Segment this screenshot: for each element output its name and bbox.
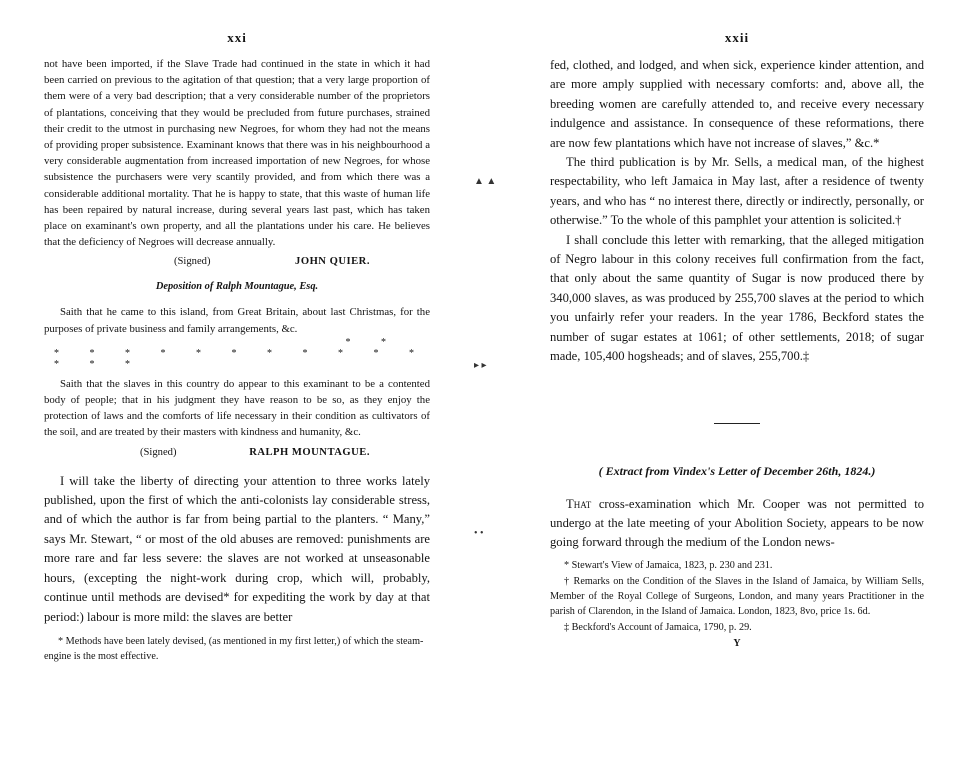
right-paragraph-3: I shall conclude this letter with remarking, that the alleged mitigation of Negro labour in this colony receives full confirmation from the fact, that only about the same quantity of Sugar is now produced there by 340,000 slaves, as was produced by 255,700 slaves at the period to which you unfairly refer your readers. In the year 1786, Beckford states the number of sugar estates at 1061; of other settlements, 2018; of sugar made, 105,400 hogsheads; and of slaves, 255,700.‡ — [550, 232, 924, 364]
extract-lead-word: That — [566, 496, 592, 511]
right-page-number: xxii — [724, 30, 750, 45]
signature-mark: Y — [733, 637, 741, 649]
right-paragraph-2: The third publication is by Mr. Sells, a medical man, of the highest respectability, who left Jamaica in May last, after a residence of twenty years, and who has “ no interest there, directly or indirectly, personally, or otherwise.” To the whole of this pamphlet your attention is solicited.† — [550, 155, 924, 228]
deposition-heading: Deposition of Ralph Mountague, Esq. — [155, 281, 319, 293]
signed-label: (Signed) — [174, 256, 211, 268]
signature-name: JOHN QUIER. — [295, 256, 370, 268]
deposition-paragraph-2: Saith that the slaves in this country do appear to this examinant to be a contented body of people; that in his judgment they have reason to be so, as they enjoy the protection of laws and the comforts of life necessary in their condition as cultivators of the soil, and are treated by their masters with kindness and humanity, &c. — [44, 377, 430, 439]
right-footnote-2: † Remarks on the Condition of the Slaves in the Island of Jamaica, by William Sells, Member of the Royal College of Surgeons, London, and many years Practitioner in the parish of Clarendon, in the Island of Jamaica. London, 1823, 8vo, price 1s. 6d. — [550, 576, 924, 617]
omission-stars-2: * * * * * * * * * * * * * * — [54, 347, 428, 370]
right-footnote-3: ‡ Beckford's Account of Jamaica, 1790, p. 29. — [564, 622, 752, 634]
left-footnote: * Methods have been lately devised, (as mentioned in my first letter,) of which the steam-engine is the most effective. — [44, 635, 424, 662]
right-paragraph-1: fed, clothed, and lodged, and when sick, experience kinder attention, and are more amply supplied with necessary comforts: and, above all, the breeding women are carefully attended to, and receive every necessary indulgence and assistance. In consequence of these reformations, there are now few plantations which have not increase of slaves,” &c.* — [550, 58, 924, 150]
gutter-mark-middle: ▸ ▸ — [474, 360, 487, 371]
signed-label: (Signed) — [140, 446, 177, 458]
gutter-mark-lower: • • — [474, 528, 484, 539]
omission-stars-1: * * — [345, 336, 400, 348]
left-page-number: xxi — [227, 30, 247, 45]
section-divider — [714, 423, 760, 424]
signature-name: RALPH MOUNTAGUE. — [249, 446, 370, 458]
extract-text: cross-examination which Mr. Cooper was not permitted to undergo at the late meeting of your Abolition Society, appears to be now going forward through the medium of the London news- — [550, 496, 924, 550]
deposition-paragraph-1: Saith that he came to this island, from Great Britain, about last Christmas, for the purposes of private business and family arrangements, &c. — [44, 306, 430, 335]
left-top-paragraph: not have been imported, if the Slave Trade had continued in the state in which it had been carried on previous to the agitation of that question; that a very large proportion of them were of a very bad description; that a very considerable number of the proprietors of plantations, conceiving that they would be precluded from future purchases, strained their credit to the utmost in purchasing new Negroes, for whom they had not the means of providing proper subsistence. Examinant knows that there was in his neighbourhood a very considerable augmentation from increased importation of new Negroes, for whose subsistence the purchasers were very scantily provided, and from which there was a considerable additional mortality. That he is happy to state, that this waste of human life has been repaired by natural increase, during several years last past, which has taken place on examinant's own property, and all the plantations under his care. He believes that the deficiency of Negroes will decrease annually. — [44, 58, 430, 249]
extract-paragraph — [550, 495, 924, 553]
signature-block-mountague — [44, 447, 430, 458]
gutter-mark-upper: ▲ ▲ — [474, 176, 497, 187]
right-footnote-1: * Stewart's View of Jamaica, 1823, p. 230 and 231. — [564, 559, 773, 571]
left-main-paragraph: I will take the liberty of directing your attention to three works lately published, upon the first of which the anti-colonists lay considerable stress, and of which the author is far from being partial to the planters. “ Many,” says Mr. Stewart, “ or most of the old abuses are removed: punishments are more rare and far less severe: the slaves are not worked at unseasonable hours, (excepting the night-work during crop, which will, probably, continue until methods are devised* for expediting the work by day at that period:) labour is more mild: the slaves are better — [44, 473, 430, 624]
signature-block-quier — [44, 256, 430, 267]
extract-heading: ( Extract from Vindex's Letter of December 26th, 1824.) — [598, 463, 876, 478]
right-page — [490, 0, 980, 758]
